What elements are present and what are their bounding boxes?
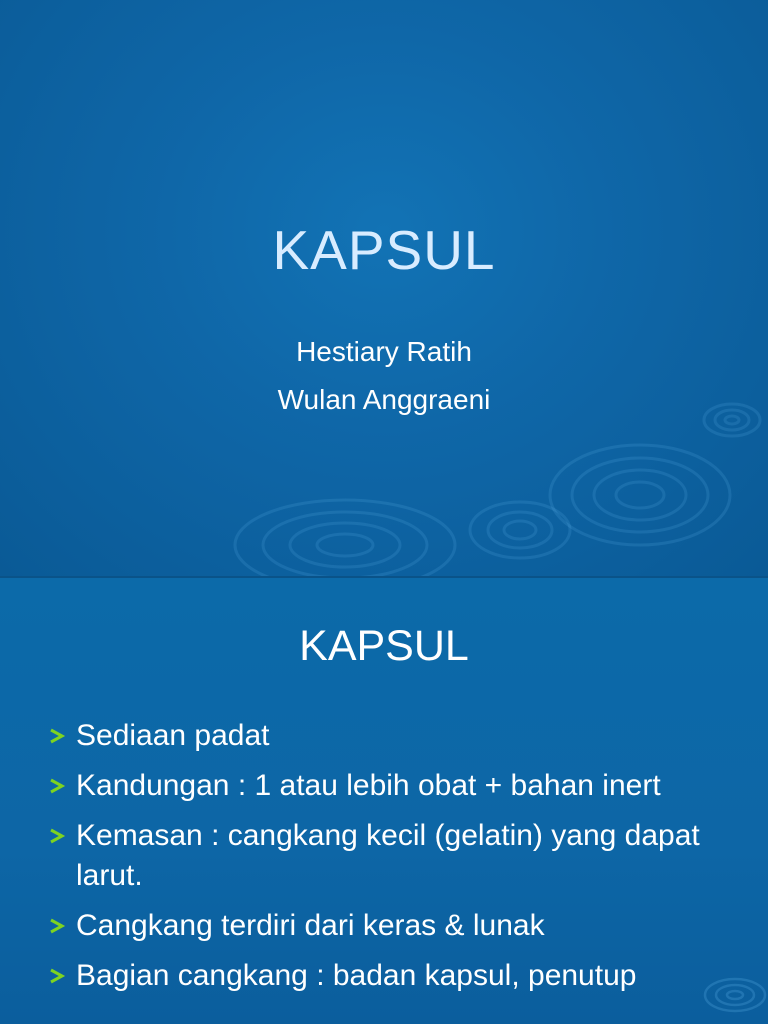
arrow-bullet-icon — [48, 968, 68, 984]
bullet-text: Kemasan : cangkang kecil (gelatin) yang dapat larut. — [76, 819, 700, 892]
author-name: Wulan Anggraeni — [277, 384, 491, 415]
list-item — [48, 766, 728, 806]
water-ripple-icon — [700, 970, 768, 1020]
arrow-bullet-icon — [48, 778, 68, 794]
author-name: Hestiary Ratih — [296, 336, 472, 367]
bullet-text: Bagian cangkang : badan kapsul, penutup — [76, 959, 637, 992]
content-slide — [0, 578, 768, 1024]
bullet-list — [48, 716, 728, 1006]
list-item — [48, 906, 728, 946]
slide-title: KAPSUL — [299, 622, 469, 670]
bullet-text: Sediaan padat — [76, 719, 270, 752]
list-item — [48, 956, 728, 996]
arrow-bullet-icon — [48, 918, 68, 934]
list-item — [48, 716, 728, 756]
arrow-bullet-icon — [48, 828, 68, 844]
slide-title: KAPSUL — [272, 219, 496, 281]
bullet-text: Cangkang terdiri dari keras & lunak — [76, 909, 545, 942]
arrow-bullet-icon — [48, 728, 68, 744]
bullet-text: Kandungan : 1 atau lebih obat + bahan inert — [76, 769, 661, 802]
list-item — [48, 816, 728, 896]
